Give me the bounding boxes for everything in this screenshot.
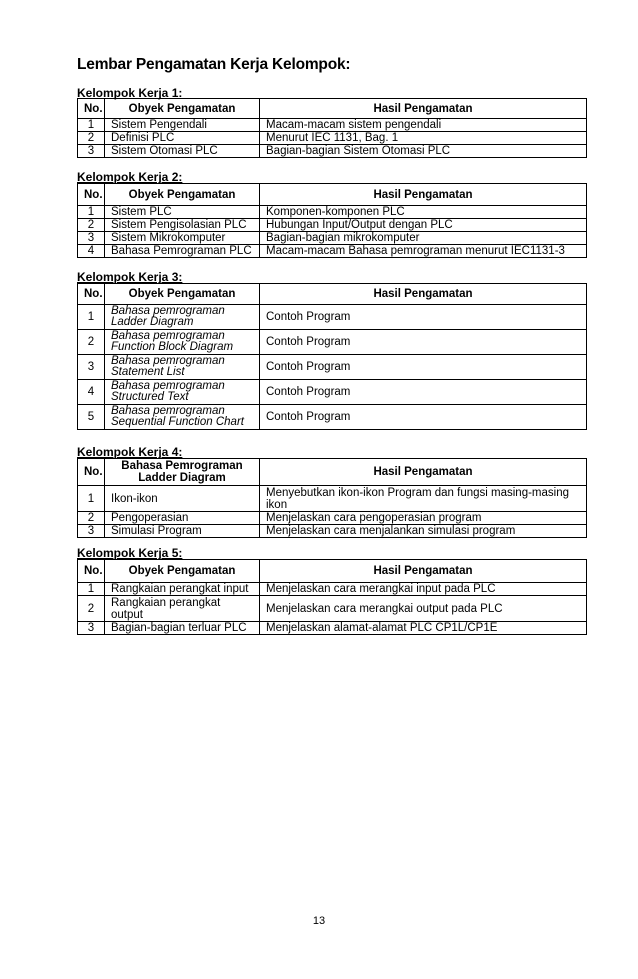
header-no: No. bbox=[78, 99, 105, 119]
group-5-title: Kelompok Kerja 5: bbox=[77, 546, 183, 560]
cell-hasil: Menjelaskan cara menjalankan simulasi program bbox=[260, 525, 587, 538]
table-row bbox=[78, 596, 587, 622]
table-row bbox=[78, 583, 587, 596]
cell-no: 2 bbox=[78, 330, 105, 355]
table-row bbox=[78, 355, 587, 380]
cell-no: 3 bbox=[78, 525, 105, 538]
group-2-title: Kelompok Kerja 2: bbox=[77, 170, 183, 184]
cell-no: 1 bbox=[78, 583, 105, 596]
table-row bbox=[78, 525, 587, 538]
cell-obyek: Ikon-ikon bbox=[105, 486, 260, 512]
table-header-row bbox=[78, 284, 587, 305]
cell-obyek: Bahasa pemrograman Statement List bbox=[105, 355, 260, 380]
table-header-row bbox=[78, 459, 587, 486]
cell-obyek: Bahasa pemrograman Function Block Diagram bbox=[105, 330, 260, 355]
cell-obyek: Sistem Mikrokomputer bbox=[105, 232, 260, 245]
header-hasil: Hasil Pengamatan bbox=[260, 560, 587, 583]
table-header-row bbox=[78, 184, 587, 206]
cell-obyek: Sistem Otomasi PLC bbox=[105, 145, 260, 158]
cell-obyek: Bahasa Pemrograman PLC bbox=[105, 245, 260, 258]
table-row bbox=[78, 486, 587, 512]
cell-hasil: Bagian-bagian mikrokomputer bbox=[260, 232, 587, 245]
header-obyek: Obyek Pengamatan bbox=[105, 284, 260, 305]
table-row bbox=[78, 512, 587, 525]
cell-no: 1 bbox=[78, 119, 105, 132]
cell-hasil: Menurut IEC 1131, Bag. 1 bbox=[260, 132, 587, 145]
header-hasil: Hasil Pengamatan bbox=[260, 184, 587, 206]
group-3-title: Kelompok Kerja 3: bbox=[77, 270, 183, 284]
table-row bbox=[78, 219, 587, 232]
cell-hasil: Hubungan Input/Output dengan PLC bbox=[260, 219, 587, 232]
page-number: 13 bbox=[312, 915, 326, 927]
cell-no: 1 bbox=[78, 305, 105, 330]
cell-obyek: Bagian-bagian terluar PLC bbox=[105, 622, 260, 635]
cell-hasil: Macam-macam Bahasa pemrograman menurut IEC1131-3 bbox=[260, 245, 587, 258]
cell-obyek: Bahasa pemrograman Sequential Function Chart bbox=[105, 405, 260, 430]
header-no: No. bbox=[78, 284, 105, 305]
cell-hasil: Menjelaskan alamat-alamat PLC CP1L/CP1E bbox=[260, 622, 587, 635]
table-row bbox=[78, 245, 587, 258]
cell-obyek: Sistem PLC bbox=[105, 206, 260, 219]
table-header-row bbox=[78, 560, 587, 583]
cell-hasil: Contoh Program bbox=[260, 380, 587, 405]
cell-hasil: Contoh Program bbox=[260, 330, 587, 355]
header-no: No. bbox=[78, 459, 105, 486]
cell-obyek: Bahasa pemrograman Structured Text bbox=[105, 380, 260, 405]
cell-no: 1 bbox=[78, 206, 105, 219]
table-row bbox=[78, 305, 587, 330]
cell-no: 3 bbox=[78, 355, 105, 380]
cell-hasil: Menjelaskan cara merangkai input pada PLC bbox=[260, 583, 587, 596]
header-no: No. bbox=[78, 184, 105, 206]
group-3-table bbox=[77, 283, 587, 430]
table-row bbox=[78, 132, 587, 145]
cell-no: 4 bbox=[78, 380, 105, 405]
cell-obyek: Rangkaian perangkat output bbox=[105, 596, 260, 622]
cell-hasil: Menyebutkan ikon-ikon Program dan fungsi masing-masing ikon bbox=[260, 486, 587, 512]
cell-no: 1 bbox=[78, 486, 105, 512]
table-row bbox=[78, 206, 587, 219]
cell-hasil: Contoh Program bbox=[260, 355, 587, 380]
table-header-row bbox=[78, 99, 587, 119]
page-title: Lembar Pengamatan Kerja Kelompok: bbox=[77, 56, 351, 73]
header-obyek: Obyek Pengamatan bbox=[105, 99, 260, 119]
header-no: No. bbox=[78, 560, 105, 583]
cell-no: 2 bbox=[78, 132, 105, 145]
group-4-table bbox=[77, 458, 587, 538]
cell-obyek: Sistem Pengendali bbox=[105, 119, 260, 132]
header-obyek: Obyek Pengamatan bbox=[105, 560, 260, 583]
cell-hasil: Macam-macam sistem pengendali bbox=[260, 119, 587, 132]
cell-obyek: Pengoperasian bbox=[105, 512, 260, 525]
table-row bbox=[78, 232, 587, 245]
table-row bbox=[78, 622, 587, 635]
cell-hasil: Bagian-bagian Sistem Otomasi PLC bbox=[260, 145, 587, 158]
cell-obyek: Rangkaian perangkat input bbox=[105, 583, 260, 596]
table-row bbox=[78, 119, 587, 132]
cell-obyek: Bahasa pemrograman Ladder Diagram bbox=[105, 305, 260, 330]
header-obyek: Obyek Pengamatan bbox=[105, 184, 260, 206]
table-row bbox=[78, 380, 587, 405]
group-4-title: Kelompok Kerja 4: bbox=[77, 445, 183, 459]
cell-hasil: Menjelaskan cara merangkai output pada PLC bbox=[260, 596, 587, 622]
header-hasil: Hasil Pengamatan bbox=[260, 459, 587, 486]
header-hasil: Hasil Pengamatan bbox=[260, 284, 587, 305]
table-row bbox=[78, 145, 587, 158]
cell-hasil: Menjelaskan cara pengoperasian program bbox=[260, 512, 587, 525]
cell-no: 2 bbox=[78, 512, 105, 525]
cell-no: 5 bbox=[78, 405, 105, 430]
cell-hasil: Komponen-komponen PLC bbox=[260, 206, 587, 219]
cell-no: 4 bbox=[78, 245, 105, 258]
header-bahasa-pemrograman: Bahasa Pemrograman Ladder Diagram bbox=[105, 459, 260, 486]
cell-hasil: Contoh Program bbox=[260, 305, 587, 330]
table-row bbox=[78, 330, 587, 355]
cell-no: 3 bbox=[78, 622, 105, 635]
cell-no: 3 bbox=[78, 145, 105, 158]
cell-no: 3 bbox=[78, 232, 105, 245]
cell-obyek: Sistem Pengisolasian PLC bbox=[105, 219, 260, 232]
cell-hasil: Contoh Program bbox=[260, 405, 587, 430]
cell-no: 2 bbox=[78, 596, 105, 622]
table-row bbox=[78, 405, 587, 430]
cell-obyek: Definisi PLC bbox=[105, 132, 260, 145]
cell-obyek: Simulasi Program bbox=[105, 525, 260, 538]
header-hasil: Hasil Pengamatan bbox=[260, 99, 587, 119]
group-1-table bbox=[77, 98, 587, 158]
cell-no: 2 bbox=[78, 219, 105, 232]
group-2-table bbox=[77, 183, 587, 258]
group-1-title: Kelompok Kerja 1: bbox=[77, 86, 183, 100]
group-5-table bbox=[77, 559, 587, 635]
